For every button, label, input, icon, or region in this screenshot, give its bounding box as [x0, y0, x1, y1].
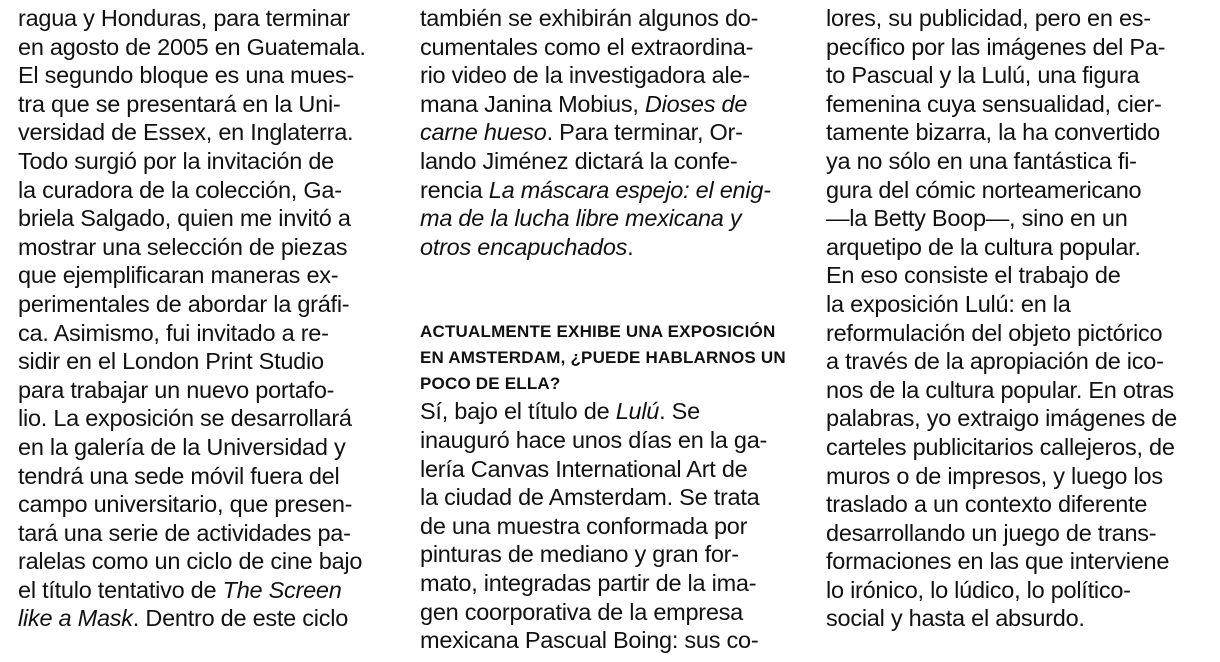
text-line: ralelas como un ciclo de cine bajo: [18, 548, 363, 575]
text-line: arquetipo de la cultura popular.: [826, 233, 1141, 260]
text-fragment: rencia: [420, 176, 489, 203]
text-line: gen coorporativa de la empresa: [420, 598, 744, 625]
work-title: La máscara espejo: el enig-: [488, 176, 771, 203]
text-line: tará una serie de actividades pa-: [18, 519, 351, 546]
text-line: lando Jiménez dictará la confe-: [420, 147, 738, 174]
text-line: pinturas de mediano y gran for-: [420, 541, 739, 568]
text-line: palabras, yo extraigo imágenes de: [826, 405, 1177, 432]
text-fragment: . Dentro de este ciclo: [132, 605, 349, 632]
text-line: Todo surgió por la invitación de: [18, 147, 334, 174]
text-line: que ejemplificaran maneras ex-: [18, 262, 339, 289]
text-line: lores, su publicidad, pero en es-: [826, 5, 1151, 31]
text-line: ca. Asimismo, fui invitado a re-: [18, 319, 329, 346]
text-line: El segundo bloque es una mues-: [18, 62, 355, 89]
article-column-3: [826, 4, 1206, 633]
text-line: [18, 576, 390, 605]
text-line: femenina cuya sensualidad, cier-: [826, 90, 1162, 117]
text-line: en agosto de 2005 en Guatemala.: [18, 33, 366, 60]
text-line: tendrá una sede móvil fuera del: [18, 462, 340, 489]
text-line: lería Canvas International Art de: [420, 455, 748, 482]
text-line: [420, 90, 795, 119]
text-line: mexicana Pascual Boing: sus co-: [420, 627, 759, 654]
text-line: [18, 604, 390, 633]
text-fragment: .: [627, 233, 634, 260]
text-line: mostrar una selección de piezas: [18, 233, 348, 260]
text-line: [420, 397, 795, 426]
text-line: reformulación del objeto pictórico: [826, 319, 1163, 346]
work-title: Dioses de: [644, 90, 748, 117]
text-line: En eso consiste el trabajo de: [826, 262, 1121, 289]
text-line: mato, integradas partir de la ima-: [420, 569, 757, 596]
work-title: ma de la lucha libre mexicana y: [420, 205, 742, 232]
text-line: cumentales como el extraordina-: [420, 33, 754, 60]
section-gap: [420, 261, 795, 319]
text-line: muros o de impresos, y luego los: [826, 462, 1163, 489]
text-line: lo irónico, lo lúdico, lo político-: [826, 576, 1131, 603]
text-line: ya no sólo en una fantástica fi-: [826, 147, 1137, 174]
text-line: rio video de la investigadora ale-: [420, 62, 750, 89]
text-fragment: mana Janina Mobius,: [420, 90, 645, 117]
film-title: The Screen: [222, 576, 342, 603]
work-title: otros encapuchados: [420, 233, 628, 260]
text-line: versidad de Essex, en Inglaterra.: [18, 119, 354, 146]
text-line: traslado a un contexto diferente: [826, 491, 1148, 518]
text-line: —la Betty Boop—, sino en un: [826, 205, 1128, 232]
text-line: ragua y Honduras, para terminar: [18, 5, 350, 31]
text-line: a través de la apropiación de ico-: [826, 348, 1164, 375]
interview-question: EN AMSTERDAM, ¿PUEDE HABLARNOS UN: [420, 348, 786, 368]
text-line: [420, 176, 795, 205]
text-line: briela Salgado, quien me invitó a: [18, 205, 351, 232]
text-line: carteles publicitarios callejeros, de: [826, 433, 1175, 460]
text-line: [420, 204, 795, 233]
text-line: para trabajar un nuevo portafo-: [18, 376, 335, 403]
text-line: tra que se presentará en la Uni-: [18, 90, 341, 117]
text-line: sidir en el London Print Studio: [18, 348, 324, 375]
article-column-1: [18, 4, 390, 633]
text-line: [420, 118, 795, 147]
text-fragment: Sí, bajo el título de: [420, 398, 616, 425]
text-line: la exposición Lulú: en la: [826, 290, 1071, 317]
text-line: la curadora de la colección, Ga-: [18, 176, 342, 203]
text-line: desarrollando un juego de trans-: [826, 519, 1157, 546]
text-fragment: el título tentativo de: [18, 576, 223, 603]
text-line: la ciudad de Amsterdam. Se trata: [420, 484, 760, 511]
text-line: gura del cómic norteamericano: [826, 176, 1142, 203]
text-line: formaciones en las que interviene: [826, 548, 1170, 575]
work-title: carne hueso: [420, 119, 547, 146]
film-title: like a Mask: [18, 605, 133, 632]
article-column-2: [420, 4, 795, 655]
text-line: perimentales de abordar la gráfi-: [18, 290, 350, 317]
interview-question: POCO DE ELLA?: [420, 374, 561, 394]
text-line: [420, 233, 795, 262]
text-fragment: . Para terminar, Or-: [546, 119, 743, 146]
text-line: inauguró hace unos días en la ga-: [420, 426, 768, 453]
exhibition-title: Lulú: [615, 398, 660, 425]
text-line: social y hasta el absurdo.: [826, 605, 1085, 632]
text-fragment: . Se: [659, 398, 700, 425]
text-line: lio. La exposición se desarrollará: [18, 405, 352, 432]
interview-question: ACTUALMENTE EXHIBE UNA EXPOSICIÓN: [420, 322, 776, 342]
text-line: nos de la cultura popular. En otras: [826, 376, 1174, 403]
text-line: pecífico por las imágenes del Pa-: [826, 33, 1166, 60]
text-line: también se exhibirán algunos do-: [420, 5, 759, 31]
text-line: tamente bizarra, la ha convertido: [826, 119, 1160, 146]
text-line: to Pascual y la Lulú, una figura: [826, 62, 1140, 89]
text-line: de una muestra conformada por: [420, 512, 748, 539]
text-line: campo universitario, que presen-: [18, 491, 353, 518]
text-line: en la galería de la Universidad y: [18, 433, 346, 460]
